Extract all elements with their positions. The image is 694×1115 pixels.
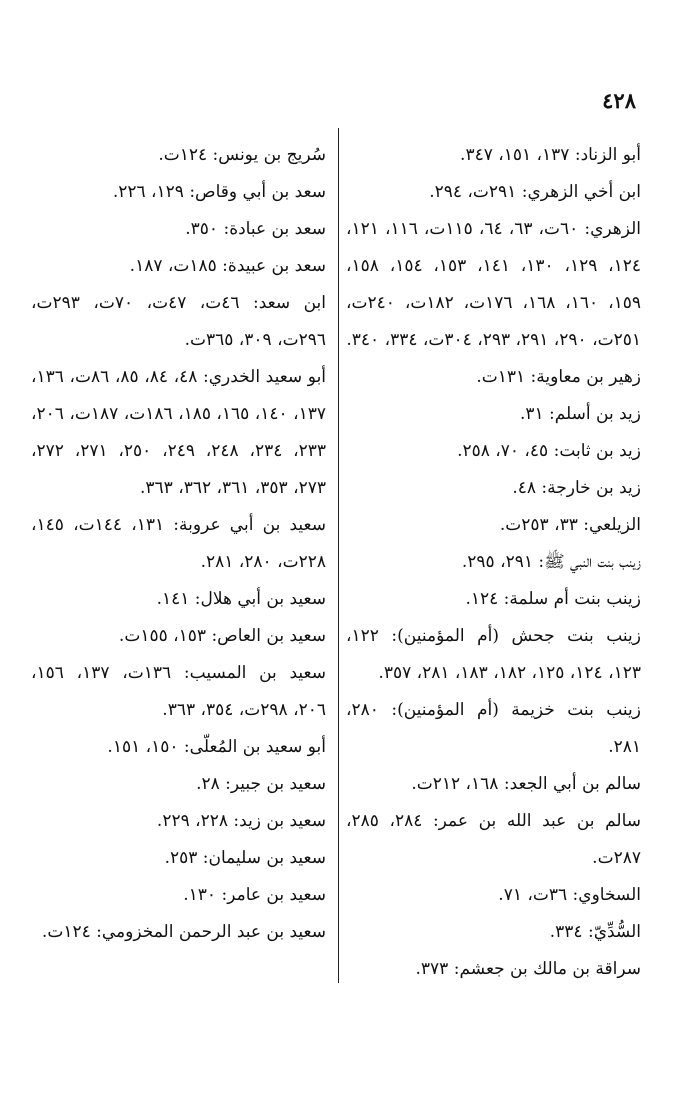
index-entry: زينب بنت أم سلمة: ١٢٤. [465,589,641,609]
index-entry: سالم بن أبي الجعد: ١٦٨، ٢١٢ت. [411,774,641,794]
index-entry: سعيد بن العاص: ١٥٣، ١٥٥ت. [118,626,326,646]
index-entry: زيد بن أسلم: ٣١. [519,404,641,424]
index-column-left [31,137,326,951]
index-entry: زيد بن ثابت: ٤٥، ٧٠، ٢٥٨. [457,441,641,461]
index-entry: سعد بن عبادة: ٣٥٠. [185,219,326,239]
index-entry: سعيد بن أبي عروبة: ١٣١، ١٤٤ت، ١٤٥، ٢٢٨ت، ٢٨٠، ٢٨١. [31,515,327,572]
index-entry: الزيلعي: ٣٣، ٢٥٣ت. [499,515,641,535]
column-divider [338,128,339,983]
index-entry: سُريج بن يونس: ١٢٤ت. [158,145,326,165]
index-entry: سعيد بن جبير: ٢٨. [196,774,326,794]
index-entry: سعد بن عبيدة: ١٨٥ت، ١٨٧. [129,256,326,276]
index-entry: السُّدِّيّ: ٣٣٤. [549,922,641,942]
index-entry: زينب بنت النبي ﷺ: ٢٩١، ٢٩٥. [461,552,641,572]
index-entry: أبو سعيد بن المُعلّى: ١٥٠، ١٥١. [107,737,326,757]
index-entry: سعد بن أبي وقاص: ١٢٩، ٢٢٦. [112,182,326,202]
index-entry: سعيد بن أبي هلال: ١٤١. [156,589,326,609]
index-entry: زينب بنت خزيمة (أم المؤمنين): ٢٨٠، ٢٨١. [346,700,641,757]
index-entry: سعيد بن المسيب: ١٣٦ت، ١٣٧، ١٥٦، ٢٠٦، ٢٩٨ت، ٣٥٤، ٣٦٣. [31,663,326,720]
index-column-right [346,137,641,988]
index-entry: سعيد بن زيد: ٢٢٨، ٢٢٩. [156,811,326,831]
index-entry: أبو الزناد: ١٣٧، ١٥١، ٣٤٧. [460,145,641,165]
index-entry: أبو سعيد الخدري: ٤٨، ٨٤، ٨٥، ٨٦ت، ١٣٦، ١٣٧، ١٤٠، ١٦٥، ١٨٥، ١٨٦ت، ١٨٧ت، ٢٠٦، ٢٣٣، ٢٣٤، ٢٤٨، ٢٤٩، ٢٥٠، ٢٧١، ٢٧٢، ٢٧٣، ٣٥٣، ٣٦١، ٣٦٢، ٣٦٣. [31,367,327,498]
index-entry: سعيد بن سليمان: ٢٥٣. [164,848,326,868]
index-entry: زهير بن معاوية: ١٣١ت. [476,367,641,387]
index-entry: ابن سعد: ٤٦ت، ٤٧ت، ٧٠ت، ٢٩٣ت، ٢٩٦ت، ٣٠٩، ٣٦٥ت. [31,293,326,350]
index-entry: السخاوي: ٣٦ت، ٧١. [498,885,641,905]
index-entry: زينب بنت جحش (أم المؤمنين): ١٢٢، ١٢٣، ١٢٤، ١٢٥، ١٨٢، ١٨٣، ٢٨١، ٣٥٧. [346,626,641,683]
index-entry: سالم بن عبد الله بن عمر: ٢٨٤، ٢٨٥، ٢٨٧ت. [346,811,641,868]
index-entry: سعيد بن عبد الرحمن المخزومي: ١٢٤ت. [41,922,326,942]
index-entry: سراقة بن مالك بن جعشم: ٣٧٣. [415,959,641,979]
index-entry: ابن أخي الزهري: ٢٩١ت، ٢٩٤. [429,182,641,202]
index-entry: سعيد بن عامر: ١٣٠. [183,885,326,905]
index-entry: زيد بن خارجة: ٤٨. [512,478,641,498]
page-number: ٤٢٨ [602,88,636,113]
index-entry: الزهري: ٦٠ت، ٦٣، ٦٤، ١١٥ت، ١١٦، ١٢١، ١٢٤، ١٢٩، ١٣٠، ١٤١، ١٥٣، ١٥٤، ١٥٨، ١٥٩، ١٦٠، ١٦٨، ١٧٦ت، ١٨٢ت، ٢٤٠ت، ٢٥١ت، ٢٩٠، ٢٩١، ٢٩٣، ٣٠٤ت، ٣٣٤، ٣٤٠. [346,219,642,350]
